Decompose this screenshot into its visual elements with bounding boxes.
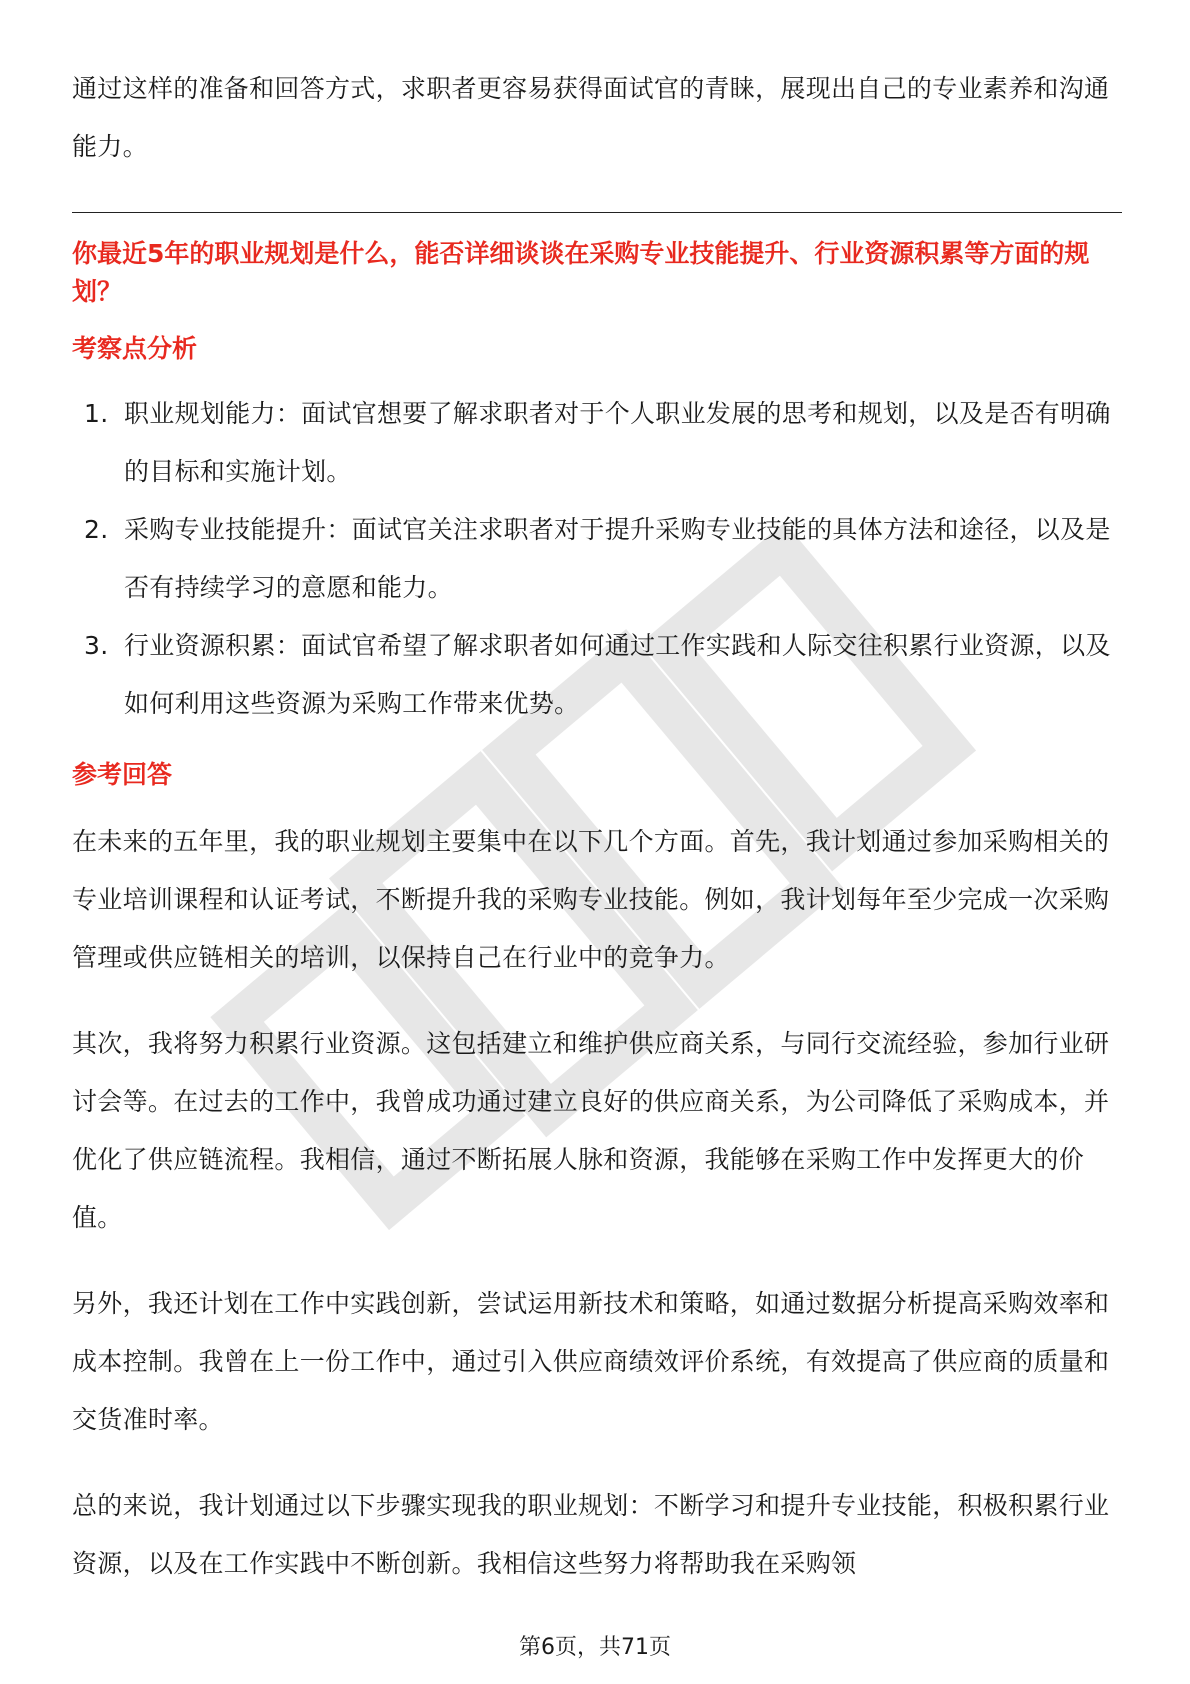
answer-paragraph: 在未来的五年里，我的职业规划主要集中在以下几个方面。首先，我计划通过参加采购相关的专业培训课程和认证考试，不断提升我的采购专业技能。例如，我计划每年至少完成一次采购管理或供应链相关的培训，以保持自己在行业中的竞争力。 (72, 827, 1110, 972)
list-item-text: 职业规划能力：面试官想要了解求职者对于个人职业发展的思考和规划，以及是否有明确的目标和实施计划。 (124, 399, 1111, 486)
page-number-footer: 第6页，共71页 (519, 1635, 671, 1660)
intro-paragraph: 通过这样的准备和回答方式，求职者更容易获得面试官的青睐，展现出自己的专业素养和沟通能力。 (72, 74, 1110, 161)
answer-paragraph: 另外，我还计划在工作中实践创新，尝试运用新技术和策略，如通过数据分析提高采购效率和成本控制。我曾在上一份工作中，通过引入供应商绩效评价系统，有效提高了供应商的质量和交货准时率。 (72, 1289, 1110, 1434)
answer-paragraph: 其次，我将努力积累行业资源。这包括建立和维护供应商关系，与同行交流经验，参加行业研讨会等。在过去的工作中，我曾成功通过建立良好的供应商关系，为公司降低了采购成本，并优化了供应链流程。我相信，通过不断拓展人脉和资源，我能够在采购工作中发挥更大的价值。 (72, 1029, 1110, 1232)
list-number: 3. (84, 631, 109, 660)
analysis-list (72, 385, 1118, 733)
analysis-title: 考察点分析 (72, 334, 198, 363)
answer-paragraph: 总的来说，我计划通过以下步骤实现我的职业规划：不断学习和提升专业技能，积极积累行业资源，以及在工作实践中不断创新。我相信这些努力将帮助我在采购领 (72, 1491, 1110, 1578)
list-item (72, 501, 1118, 617)
question-heading: 你最近5年的职业规划是什么，能否详细谈谈在采购专业技能提升、行业资源积累等方面的规划？ (72, 239, 1090, 306)
page-content (72, 60, 1118, 1621)
list-item-text: 采购专业技能提升：面试官关注求职者对于提升采购专业技能的具体方法和途径，以及是否有持续学习的意愿和能力。 (124, 515, 1111, 602)
list-number: 1. (84, 399, 109, 428)
section-divider (72, 212, 1122, 213)
list-item-text: 行业资源积累：面试官希望了解求职者如何通过工作实践和人际交往积累行业资源，以及如何利用这些资源为采购工作带来优势。 (124, 631, 1111, 718)
list-item (72, 617, 1118, 733)
answer-title: 参考回答 (72, 760, 173, 789)
list-item (72, 385, 1118, 501)
list-number: 2. (84, 515, 109, 544)
